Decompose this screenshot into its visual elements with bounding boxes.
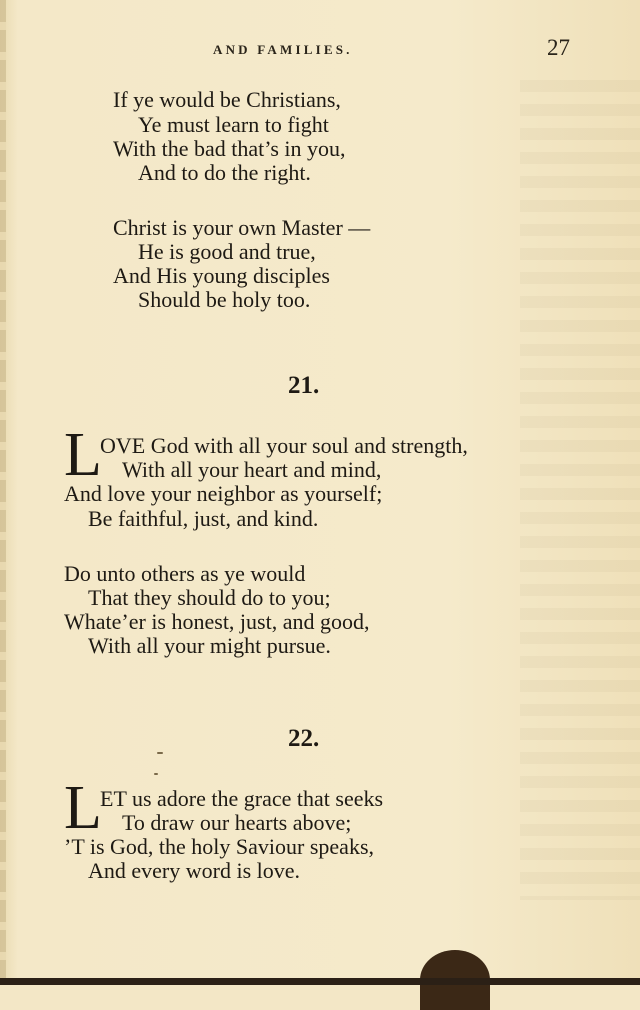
verse-line: OVE God with all your soul and strength, [100,433,468,458]
verse-line: And to do the right. [138,160,311,185]
verse-line: Christ is your own Master — [113,215,371,240]
page-bottom-edge [0,978,640,985]
verse-line: ET us adore the grace that seeks [100,786,384,811]
verse-line: And every word is love. [88,858,301,883]
ink-speck [154,773,158,775]
verse-line: If ye would be Christians, [113,87,341,112]
page-number: 27 [547,35,570,60]
verse-line: And love your neighbor as yourself; [64,481,383,506]
verse-line: And His young disciples [113,263,330,288]
drop-cap: L [64,774,102,842]
verse-line: Ye must learn to fight [138,112,329,137]
verse-line: ’T is God, the holy Saviour speaks, [64,834,375,859]
running-head: AND FAMILIES. [213,42,353,57]
verse-line: Should be holy too. [138,287,311,312]
page-edge [0,0,6,985]
hymn-number: 22. [288,725,320,752]
verse-line: With all your heart and mind, [122,457,382,482]
verse-line: To draw our hearts above; [122,810,352,835]
show-through [520,80,640,900]
drop-cap: L [64,421,102,489]
verse-line: With the bad that’s in you, [113,136,346,161]
verse-line: Do unto others as ye would [64,561,306,586]
verse-line: Be faithful, just, and kind. [88,506,319,531]
ink-speck [157,752,163,754]
verse-line: That they should do to you; [88,585,331,610]
verse-line: Whate’er is honest, just, and good, [64,609,370,634]
verse-line: With all your might pursue. [88,633,331,658]
verse-line: He is good and true, [138,239,316,264]
hymn-number: 21. [288,372,320,399]
